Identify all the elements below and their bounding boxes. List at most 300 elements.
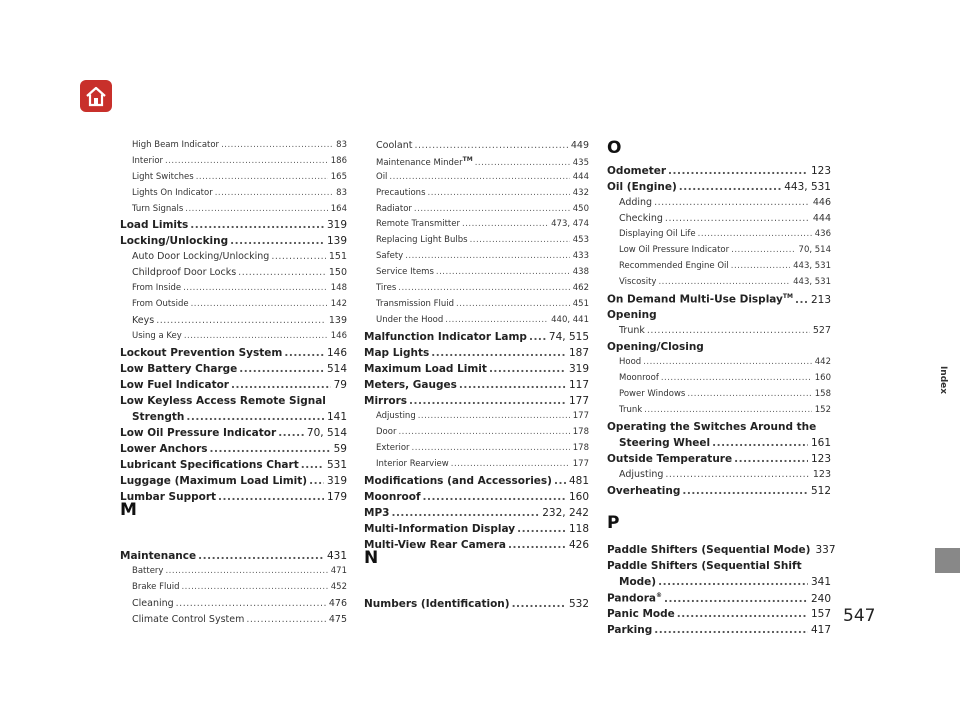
index-side-tab: [924, 270, 960, 560]
entry-page-ref: 531: [326, 459, 347, 471]
leader-dots: [665, 213, 810, 224]
home-button[interactable]: [80, 80, 112, 112]
index-entry[interactable]: [376, 251, 589, 261]
index-entry[interactable]: [120, 475, 347, 487]
entry-operating-switches-heading[interactable]: Operating the Switches Around the: [607, 421, 817, 433]
leader-dots: [418, 411, 570, 421]
entry-page-ref: 433: [572, 251, 589, 261]
leader-dots: [183, 283, 328, 293]
index-entry[interactable]: [376, 427, 589, 437]
entry-page-ref: 436: [814, 229, 831, 239]
leader-dots: [165, 156, 328, 166]
leader-dots: [489, 363, 566, 375]
entry-page-ref: 83: [336, 188, 347, 198]
entry-name: Checking: [619, 213, 663, 224]
entry-name: Recommended Engine Oil: [619, 261, 729, 271]
entry-page-ref: 164: [330, 204, 347, 214]
index-entry[interactable]: [619, 373, 831, 383]
leader-dots: [456, 299, 570, 309]
entry-page-ref: 446: [812, 197, 831, 208]
leader-dots: [644, 405, 812, 415]
leader-dots: [654, 197, 810, 208]
index-entry[interactable]: [619, 357, 831, 367]
index-entry[interactable]: [132, 582, 347, 592]
entry-name: Load Limits: [120, 219, 189, 231]
index-tab-label: Index: [938, 365, 949, 395]
leader-dots: [658, 277, 790, 287]
entry-page-ref: 473, 474: [551, 219, 589, 229]
entry-name: Mirrors: [364, 395, 408, 407]
entry-page-ref: 59: [333, 443, 347, 455]
entry-name: Radiator: [376, 204, 412, 214]
entry-name: High Beam Indicator: [132, 140, 220, 150]
entry-page-ref: 123: [812, 469, 831, 480]
index-entry[interactable]: [619, 245, 831, 255]
index-entry[interactable]: [376, 283, 589, 293]
entry-page-ref: 453: [572, 235, 589, 245]
entry-page-ref: 443, 531: [793, 261, 831, 271]
index-entry[interactable]: [619, 437, 831, 449]
index-entry[interactable]: [364, 523, 589, 535]
leader-dots: [431, 347, 566, 359]
entry-page-ref: 161: [810, 437, 831, 449]
entry-page-ref: 179: [326, 491, 347, 503]
entry-name: Hood: [619, 357, 642, 367]
entry-page-ref: 178: [572, 427, 589, 437]
leader-dots: [668, 165, 808, 177]
index-entry[interactable]: [132, 204, 347, 214]
index-entry[interactable]: [132, 331, 347, 341]
entry-page-ref: 451: [572, 299, 589, 309]
leader-dots: [462, 219, 548, 229]
entry-name: Battery: [132, 566, 164, 576]
entry-page-ref: 471: [330, 566, 347, 576]
entry-page-ref: 139: [326, 235, 347, 247]
leader-dots: [414, 140, 567, 151]
entry-name: Safety: [376, 251, 404, 261]
entry-page-ref: 475: [328, 614, 347, 625]
entry-name: Modifications (and Accessories): [364, 475, 552, 487]
entry-page-ref: 177: [572, 411, 589, 421]
entry-name: Interior Rearview: [376, 459, 449, 469]
entry-name: Brake Fluid: [132, 582, 180, 592]
index-entry[interactable]: [132, 315, 347, 326]
index-entry[interactable]: [120, 219, 347, 231]
entry-page-ref: 177: [572, 459, 589, 469]
entry-page-ref: 79: [333, 379, 347, 391]
index-entry[interactable]: [364, 491, 589, 503]
entry-page-ref: 462: [572, 283, 589, 293]
leader-dots: [246, 614, 325, 625]
entry-page-ref: 141: [326, 411, 347, 423]
entry-name: Lubricant Specifications Chart: [120, 459, 299, 471]
entry-name: Locking/Unlocking: [120, 235, 229, 247]
entry-name: Meters, Gauges: [364, 379, 457, 391]
section-letter-n: N: [364, 548, 379, 568]
entry-name: From Outside: [132, 299, 189, 309]
entry-page-ref: 476: [328, 598, 347, 609]
index-entry[interactable]: [607, 485, 831, 497]
index-entry[interactable]: [364, 363, 589, 375]
entry-name: Paddle Shifters (Sequential Mode): [607, 544, 811, 556]
section-letter-o: O: [607, 138, 622, 158]
leader-dots: [445, 315, 548, 325]
leader-dots: [554, 475, 566, 487]
entry-name: Multi-View Rear Camera: [364, 539, 506, 551]
leader-dots: [231, 379, 331, 391]
leader-dots: [414, 204, 570, 214]
entry-opening-heading[interactable]: Opening: [607, 309, 657, 321]
entry-page-ref: 74, 515: [548, 331, 589, 343]
index-entry[interactable]: [619, 405, 831, 415]
leader-dots: [409, 395, 566, 407]
leader-dots: [423, 491, 566, 503]
index-entry[interactable]: [364, 507, 589, 519]
entry-page-ref: 426: [568, 539, 589, 551]
entry-page-ref: 319: [326, 475, 347, 487]
index-entry[interactable]: [132, 267, 347, 278]
index-tab-marker[interactable]: [935, 548, 960, 573]
entry-page-ref: 146: [326, 347, 347, 359]
entry-page-ref: 117: [568, 379, 589, 391]
index-entry[interactable]: [364, 331, 589, 343]
entry-name: Viscosity: [619, 277, 657, 287]
leader-dots: [405, 251, 570, 261]
entry-page-ref: 444: [572, 172, 589, 182]
entry-name: Climate Control System: [132, 614, 245, 625]
entry-page-ref: 450: [572, 204, 589, 214]
index-entry[interactable]: [132, 283, 347, 293]
index-entry[interactable]: [120, 379, 347, 391]
entry-name: Exterior: [376, 443, 410, 453]
index-entry[interactable]: [120, 459, 347, 471]
entry-name: Map Lights: [364, 347, 430, 359]
index-entry[interactable]: [376, 204, 589, 214]
entry-name: Odometer: [607, 165, 667, 177]
entry-page-ref: 142: [330, 299, 347, 309]
index-entry[interactable]: [376, 188, 589, 198]
index-entry[interactable]: [364, 475, 589, 487]
entry-name: Trunk: [619, 405, 643, 415]
index-entry[interactable]: [619, 197, 831, 208]
leader-dots: [734, 453, 808, 465]
index-entry[interactable]: [364, 539, 589, 551]
leader-dots: [309, 475, 324, 487]
index-entry[interactable]: [607, 181, 831, 193]
entry-page-ref: 432: [572, 188, 589, 198]
entry-page-ref: 452: [330, 582, 347, 592]
leader-dots: [451, 459, 570, 469]
index-entry[interactable]: [364, 395, 589, 407]
entry-name: Strength: [132, 411, 185, 423]
entry-name: Low Fuel Indicator: [120, 379, 229, 391]
entry-page-ref: 417: [810, 624, 831, 636]
entry-page-ref: 70, 514: [798, 245, 831, 255]
index-entry[interactable]: [376, 459, 589, 469]
index-entry[interactable]: [376, 140, 589, 151]
leader-dots: [301, 459, 324, 471]
leader-dots: [529, 331, 546, 343]
entry-name: Transmission Fluid: [376, 299, 455, 309]
entry-name: Low Battery Charge: [120, 363, 238, 375]
entry-low-keyless-heading[interactable]: Low Keyless Access Remote Signal: [120, 395, 326, 407]
index-entry[interactable]: [120, 427, 347, 439]
entry-page-ref: 178: [572, 443, 589, 453]
entry-maintenance-minder[interactable]: Maintenance Minder™ ..... 435: [376, 156, 589, 168]
entry-page-ref: 177: [568, 395, 589, 407]
leader-dots: [215, 188, 333, 198]
index-entry[interactable]: [132, 188, 347, 198]
entry-name: Oil: [376, 172, 388, 182]
entry-name: Steering Wheel: [619, 437, 711, 449]
entry-page-ref: 146: [330, 331, 347, 341]
entry-name: Lockout Prevention System: [120, 347, 283, 359]
entry-page-ref: 449: [570, 140, 589, 151]
leader-dots: [508, 539, 566, 551]
leader-dots: [470, 235, 570, 245]
leader-dots: [184, 331, 328, 341]
home-icon: [84, 85, 108, 107]
entry-paddle-shifters-shift-heading[interactable]: Paddle Shifters (Sequential Shift: [607, 560, 802, 572]
entry-name: Door: [376, 427, 397, 437]
entry-page-ref: 443, 531: [793, 277, 831, 287]
index-entry[interactable]: [619, 229, 831, 239]
index-entry[interactable]: [619, 325, 831, 336]
leader-dots: [679, 181, 781, 193]
entry-page-ref: 165: [330, 172, 347, 182]
leader-dots: [436, 267, 570, 277]
entry-name: Low Oil Pressure Indicator: [120, 427, 277, 439]
index-entry[interactable]: [607, 453, 831, 465]
entry-page-ref: 444: [812, 213, 831, 224]
leader-dots: [391, 507, 539, 519]
leader-dots: [218, 491, 324, 503]
index-entry[interactable]: [132, 411, 347, 423]
leader-dots: [517, 523, 566, 535]
entry-name: Moonroof: [619, 373, 659, 383]
entry-name: Service Items: [376, 267, 434, 277]
entry-page-ref: 160: [814, 373, 831, 383]
index-entry[interactable]: [619, 469, 831, 480]
leader-dots: [190, 219, 324, 231]
entry-on-demand-display[interactable]: On Demand Multi-Use Display™ ..... 213: [607, 293, 831, 306]
index-entry[interactable]: [132, 251, 347, 262]
entry-page-ref: 532: [568, 598, 589, 610]
entry-name: Light Switches: [132, 172, 194, 182]
entry-page-ref: 139: [328, 315, 347, 326]
index-entry[interactable]: [132, 614, 347, 625]
leader-dots: [198, 550, 324, 562]
entry-name: Numbers (Identification): [364, 598, 510, 610]
entry-name: Under the Hood: [376, 315, 444, 325]
index-entry[interactable]: [376, 443, 589, 453]
entry-name: From Inside: [132, 283, 182, 293]
entry-page-ref: 158: [814, 389, 831, 399]
leader-dots: [512, 598, 566, 610]
leader-dots: [428, 188, 570, 198]
entry-name: Lumbar Support: [120, 491, 217, 503]
leader-dots: [658, 576, 808, 588]
leader-dots: [239, 363, 324, 375]
entry-name: Auto Door Locking/Unlocking: [132, 251, 270, 262]
entry-page-ref: 123: [810, 453, 831, 465]
entry-name: Lights On Indicator: [132, 188, 213, 198]
entry-name: Luggage (Maximum Load Limit): [120, 475, 308, 487]
entry-name: Turn Signals: [132, 204, 184, 214]
entry-page-ref: 83: [336, 140, 347, 150]
index-entry[interactable]: [619, 277, 831, 287]
entry-name: Replacing Light Bulbs: [376, 235, 468, 245]
index-entry[interactable]: [364, 379, 589, 391]
entry-name: Mode): [619, 576, 657, 588]
entry-page-ref: 148: [330, 283, 347, 293]
entry-page-ref: 443, 531: [784, 181, 831, 193]
index-entry[interactable]: [619, 213, 831, 224]
entry-name: Cleaning: [132, 598, 174, 609]
entry-name: Low Oil Pressure Indicator: [619, 245, 730, 255]
index-entry[interactable]: [120, 443, 347, 455]
entry-page-ref: 118: [568, 523, 589, 535]
index-entry[interactable]: [376, 219, 589, 229]
leader-dots: [459, 379, 566, 391]
leader-dots: [682, 485, 808, 497]
index-entry[interactable]: [619, 261, 831, 271]
index-entry[interactable]: [120, 491, 347, 503]
entry-name: Malfunction Indicator Lamp: [364, 331, 527, 343]
section-letter-m: M: [120, 500, 137, 520]
entry-opening-closing-heading[interactable]: Opening/Closing: [607, 341, 704, 353]
index-entry[interactable]: [607, 165, 831, 177]
leader-dots: [278, 427, 304, 439]
entry-name: Using a Key: [132, 331, 182, 341]
entry-name: Displaying Oil Life: [619, 229, 696, 239]
leader-dots: [210, 443, 331, 455]
leader-dots: [398, 427, 569, 437]
leader-dots: [230, 235, 324, 247]
entry-page-ref: 319: [326, 219, 347, 231]
leader-dots: [654, 624, 808, 636]
leader-dots: [687, 389, 811, 399]
index-entry[interactable]: [607, 608, 831, 620]
leader-dots: [185, 204, 328, 214]
entry-page-ref: 440, 441: [551, 315, 589, 325]
index-entry[interactable]: [120, 550, 347, 562]
section-letter-p: P: [607, 513, 620, 533]
leader-dots: [196, 172, 328, 182]
entry-page-ref: 512: [810, 485, 831, 497]
entry-name: Childproof Door Locks: [132, 267, 237, 278]
index-entry[interactable]: [376, 172, 589, 182]
entry-name: Adjusting: [619, 469, 664, 480]
leader-dots: [665, 469, 809, 480]
entry-page-ref: 232, 242: [542, 507, 589, 519]
entry-page-ref: 319: [568, 363, 589, 375]
entry-name: Interior: [132, 156, 164, 166]
index-entry[interactable]: [132, 299, 347, 309]
index-entry[interactable]: [376, 315, 589, 325]
index-entry[interactable]: [376, 411, 589, 421]
entry-page-ref: 481: [568, 475, 589, 487]
index-entry[interactable]: [120, 347, 347, 359]
entry-page-ref: 337: [815, 544, 836, 556]
index-entry[interactable]: [376, 299, 589, 309]
index-entry[interactable]: [132, 172, 347, 182]
leader-dots: [731, 261, 790, 271]
index-entry[interactable]: [120, 235, 347, 247]
entry-name: Precautions: [376, 188, 426, 198]
entry-page-ref: 341: [810, 576, 831, 588]
entry-name: Multi-Information Display: [364, 523, 516, 535]
entry-page-ref: 123: [810, 165, 831, 177]
index-entry[interactable]: [132, 156, 347, 166]
index-entry[interactable]: [120, 363, 347, 375]
leader-dots: [398, 283, 570, 293]
leader-dots: [181, 582, 327, 592]
entry-page-ref: 514: [326, 363, 347, 375]
leader-dots: [156, 315, 326, 326]
entry-name: Overheating: [607, 485, 681, 497]
leader-dots: [712, 437, 808, 449]
index-entry[interactable]: [607, 624, 831, 636]
index-entry[interactable]: [364, 347, 589, 359]
leader-dots: [643, 357, 812, 367]
entry-page-ref: 70, 514: [306, 427, 347, 439]
entry-name: Oil (Engine): [607, 181, 677, 193]
entry-name: Adding: [619, 197, 653, 208]
entry-name: Maximum Load Limit: [364, 363, 487, 375]
entry-name: Moonroof: [364, 491, 421, 503]
entry-page-ref: 160: [568, 491, 589, 503]
leader-dots: [221, 140, 333, 150]
leader-dots: [176, 598, 326, 609]
index-entry[interactable]: [132, 140, 347, 150]
entry-page-ref: 442: [814, 357, 831, 367]
entry-name: MP3: [364, 507, 390, 519]
entry-page-ref: 150: [328, 267, 347, 278]
entry-pandora[interactable]: Pandora® ..... 240: [607, 592, 831, 605]
index-entry[interactable]: [376, 235, 589, 245]
leader-dots: [271, 251, 326, 262]
entry-name: Outside Temperature: [607, 453, 733, 465]
leader-dots: [661, 373, 812, 383]
entry-name: Maintenance: [120, 550, 197, 562]
leader-dots: [731, 245, 795, 255]
leader-dots: [191, 299, 328, 309]
index-entry[interactable]: [132, 566, 347, 576]
leader-dots: [165, 566, 327, 576]
entry-name: Parking: [607, 624, 653, 636]
entry-name: Panic Mode: [607, 608, 675, 620]
entry-name: Trunk: [619, 325, 645, 336]
entry-page-ref: 152: [814, 405, 831, 415]
index-entry[interactable]: [619, 389, 831, 399]
index-entry[interactable]: [619, 576, 831, 588]
index-entry[interactable]: [376, 267, 589, 277]
entry-name: Keys: [132, 315, 155, 326]
index-entry[interactable]: [607, 544, 836, 556]
index-entry[interactable]: [364, 598, 589, 610]
index-entry[interactable]: [132, 598, 347, 609]
leader-dots: [698, 229, 812, 239]
page-number: 547: [843, 606, 876, 626]
entry-page-ref: 187: [568, 347, 589, 359]
leader-dots: [389, 172, 569, 182]
entry-page-ref: 157: [810, 608, 831, 620]
entry-name: Adjusting: [376, 411, 416, 421]
entry-page-ref: 151: [328, 251, 347, 262]
leader-dots: [647, 325, 810, 336]
leader-dots: [677, 608, 808, 620]
